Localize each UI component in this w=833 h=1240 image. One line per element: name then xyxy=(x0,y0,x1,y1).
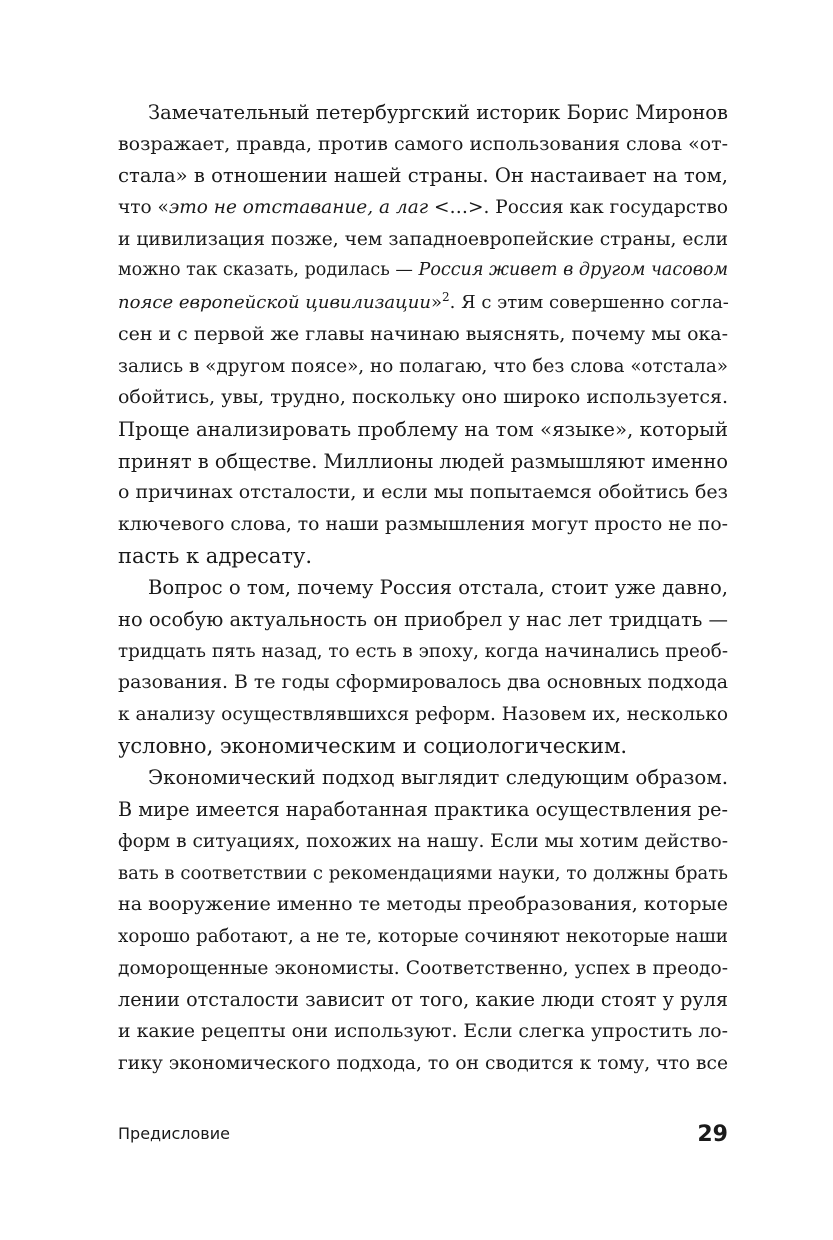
text-line xyxy=(118,731,728,763)
text-segment: обойтись, увы, трудно, поскольку оно широко используется. xyxy=(118,386,728,409)
text-line xyxy=(118,604,728,636)
text-segment: В мире имеется наработанная практика осуществления ре- xyxy=(118,798,728,822)
footnote-ref: 2 xyxy=(441,290,450,305)
text-segment: <…>. Россия как государство xyxy=(428,197,729,219)
text-segment: Вопрос о том, почему Россия отстала, стоит уже давно, xyxy=(148,576,728,600)
text-line xyxy=(118,509,728,541)
running-head: Предисловие xyxy=(118,1124,230,1143)
text-line xyxy=(118,953,728,985)
text-line xyxy=(118,826,728,858)
text-line xyxy=(118,414,728,446)
text-line xyxy=(118,667,728,699)
text-segment: хорошо работают, а не те, которые сочиняют некоторые наши xyxy=(118,925,728,947)
text-line xyxy=(118,636,728,668)
text-line xyxy=(118,351,728,383)
text-line xyxy=(118,984,728,1016)
italic-quote: Россия живет в другом часовом xyxy=(418,260,728,281)
text-line xyxy=(118,858,728,890)
text-segment: . Я с этим совершенно согла- xyxy=(449,292,729,314)
text-line xyxy=(118,762,728,794)
text-line xyxy=(118,255,728,287)
text-segment: о причинах отсталости, и если мы попытаемся обойтись без xyxy=(118,481,728,504)
text-segment: ключевого слова, то наши размышления могут просто не по- xyxy=(118,513,728,535)
text-segment: возражает, правда, против самого использования слова «от- xyxy=(118,132,728,155)
text-line xyxy=(118,1048,728,1080)
page-body xyxy=(118,97,728,1079)
text-line xyxy=(118,224,728,256)
text-segment: » xyxy=(430,292,442,314)
text-segment: сен и с первой же главы начинаю выяснять, почему мы ока- xyxy=(118,322,728,345)
paragraph xyxy=(118,97,728,572)
text-segment: Замечательный петербургский историк Борис Миронов xyxy=(148,101,728,124)
text-line xyxy=(118,921,728,953)
text-line xyxy=(118,160,728,192)
italic-quote: поясе европейской цивилизации xyxy=(118,292,431,314)
text-segment: вать в соответствии с рекомендациями науки, то должны брать xyxy=(118,862,728,884)
page-footer xyxy=(118,1115,728,1149)
text-segment: лении отсталости зависит от того, какие люди стоят у руля xyxy=(118,988,728,1012)
text-segment: и какие рецепты они используют. Если слегка упростить ло- xyxy=(118,1020,728,1042)
text-segment: но особую актуальность он приобрел у нас лет тридцать — xyxy=(118,608,728,631)
paragraph xyxy=(118,572,728,762)
text-line xyxy=(118,287,728,319)
text-segment: на вооружение именно те методы преобразования, которые xyxy=(118,893,728,916)
text-line xyxy=(118,382,728,414)
text-segment: условно, экономическим и социологическим. xyxy=(118,733,628,758)
text-segment: пасть к адресату. xyxy=(118,543,313,568)
text-line xyxy=(118,192,728,224)
text-segment: можно так сказать, родилась — xyxy=(118,260,419,281)
text-segment: зались в «другом поясе», но полагаю, что без слова «отстала» xyxy=(118,355,728,377)
text-line xyxy=(118,699,728,731)
text-segment: Экономический подход выглядит следующим образом. xyxy=(148,766,728,790)
text-line xyxy=(118,572,728,604)
paragraph xyxy=(118,762,728,1079)
page-number: 29 xyxy=(697,1122,728,1147)
text-segment: гику экономического подхода, то он сводится к тому, что все xyxy=(118,1052,728,1074)
text-line xyxy=(118,129,728,161)
text-segment: разования. В те годы сформировалось два основных подхода xyxy=(118,671,728,694)
italic-quote: это не отставание, а лаг xyxy=(168,197,429,219)
text-segment: что « xyxy=(118,197,169,219)
text-segment: форм в ситуациях, похожих на нашу. Если мы хотим действо- xyxy=(118,830,728,852)
text-segment: тридцать пять назад, то есть в эпоху, когда начинались преоб- xyxy=(118,640,728,662)
text-line xyxy=(118,319,728,351)
text-segment: принят в обществе. Миллионы людей размышляют именно xyxy=(118,449,728,473)
text-segment: и цивилизация позже, чем западноевропейские страны, если xyxy=(118,228,728,250)
text-line xyxy=(118,477,728,509)
text-line xyxy=(118,889,728,921)
text-segment: доморощенные экономисты. Соответственно, успех в преодо- xyxy=(118,957,728,979)
text-line xyxy=(118,446,728,478)
text-line xyxy=(118,1016,728,1048)
text-line xyxy=(118,541,728,573)
text-line xyxy=(118,97,728,129)
text-segment: к анализу осуществлявшихся реформ. Назовем их, несколько xyxy=(118,704,728,726)
text-line xyxy=(118,794,728,826)
text-segment: стала» в отношении нашей страны. Он настаивает на том, xyxy=(118,164,728,188)
text-segment: Проще анализировать проблему на том «языке», который xyxy=(118,417,728,441)
